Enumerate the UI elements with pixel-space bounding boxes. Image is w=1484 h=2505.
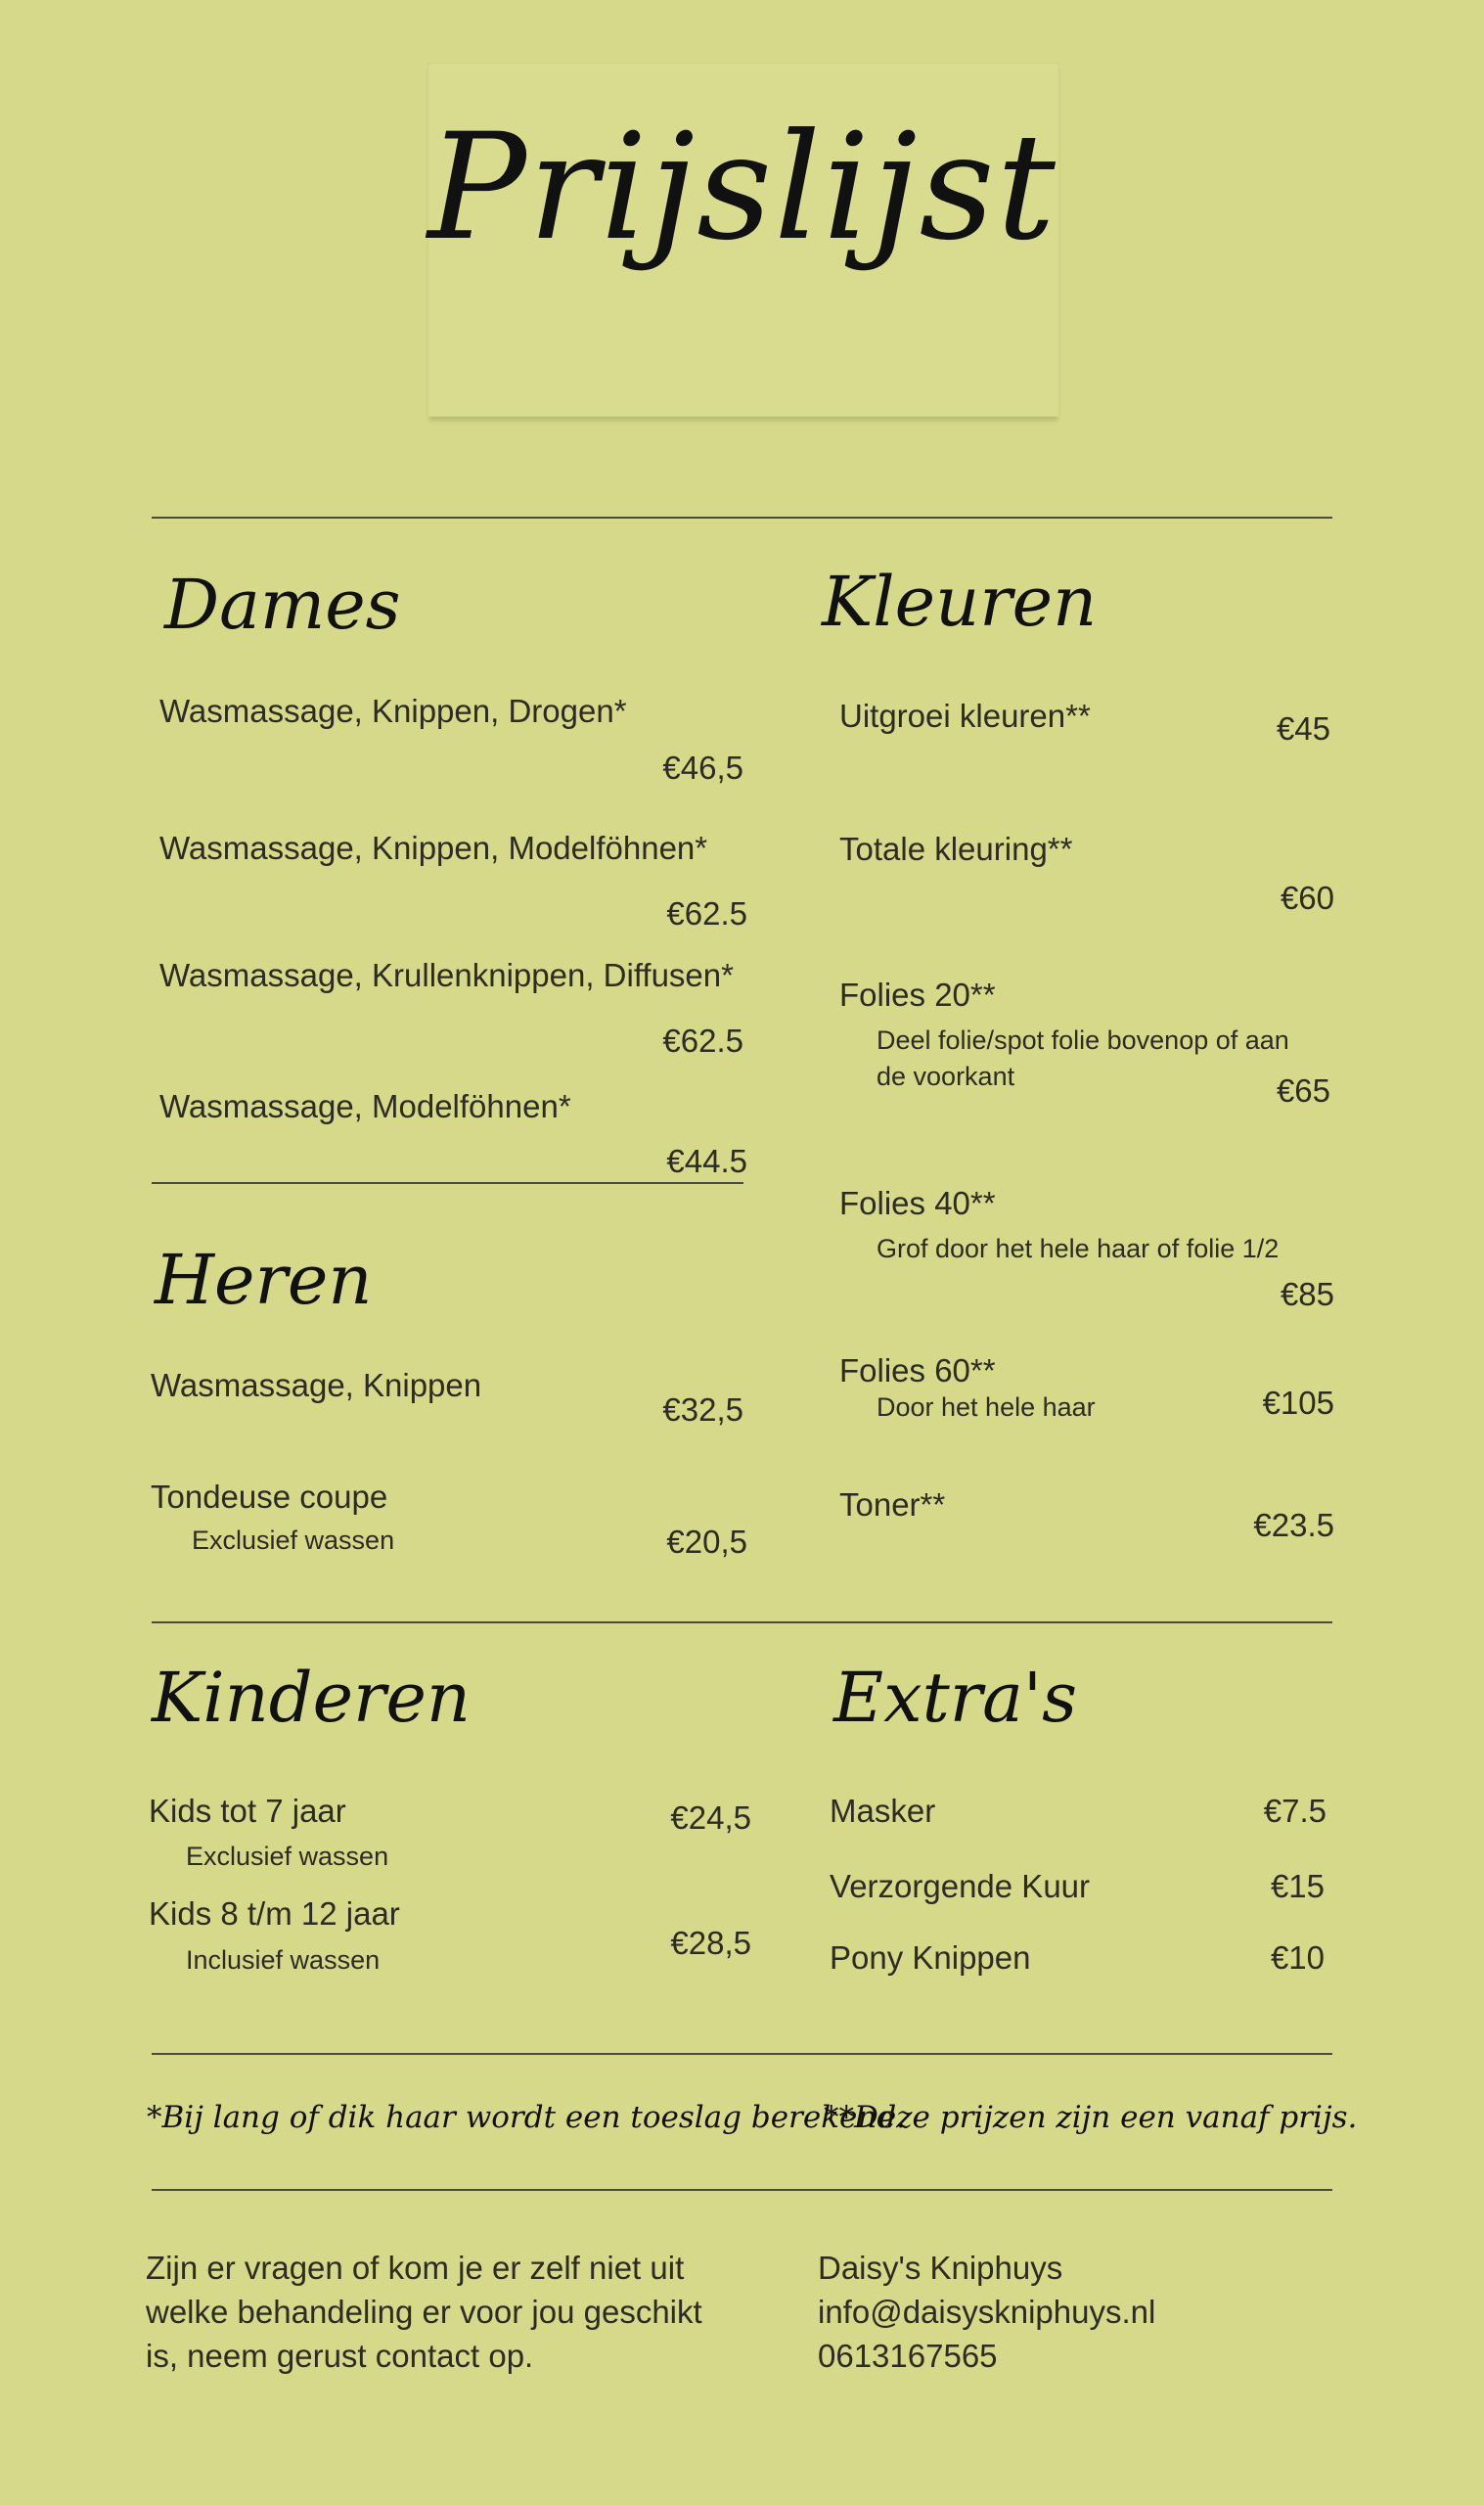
extras-item-1-name: Masker <box>830 1793 936 1829</box>
section-title-kleuren: Kleuren <box>822 562 1098 642</box>
section-title-extras: Extra's <box>833 1658 1078 1738</box>
kinderen-item-2-name: Kids 8 t/m 12 jaar <box>149 1895 400 1932</box>
kleuren-item-3-name: Folies 20** <box>839 977 996 1013</box>
kinderen-item-1-name: Kids tot 7 jaar <box>149 1793 346 1829</box>
contact-phone-link[interactable]: 0613167565 <box>818 2338 998 2374</box>
kinderen-item-2-price: €28,5 <box>670 1925 751 1961</box>
divider-dames <box>152 1182 743 1184</box>
kleuren-item-4-sub: Grof door het hele haar of folie 1/2 <box>877 1234 1280 1263</box>
section-title-kinderen: Kinderen <box>152 1658 471 1738</box>
page-title: Prijslijst <box>427 103 1057 273</box>
kleuren-item-4-name: Folies 40** <box>839 1185 996 1221</box>
divider-top <box>152 517 1332 519</box>
kleuren-item-1-name: Uitgroei kleuren** <box>839 698 1091 734</box>
dames-item-3-price: €62.5 <box>662 1023 743 1059</box>
contact-email-link[interactable]: info@daisyskniphuys.nl <box>818 2294 1156 2330</box>
divider-notes-bottom <box>152 2189 1332 2191</box>
divider-middle <box>152 1621 1332 1623</box>
kinderen-item-1-price: €24,5 <box>670 1799 751 1836</box>
kleuren-item-3-price: €65 <box>1276 1072 1330 1109</box>
kleuren-item-5-name: Folies 60** <box>839 1352 996 1389</box>
extras-item-3-name: Pony Knippen <box>830 1939 1031 1976</box>
kleuren-item-6-price: €23.5 <box>1253 1507 1334 1543</box>
kleuren-item-3-sub2: de voorkant <box>877 1062 1015 1091</box>
divider-notes-top <box>152 2053 1332 2055</box>
kleuren-item-1-price: €45 <box>1276 710 1330 747</box>
note-double-asterisk: **Deze prijzen zijn een vanaf prijs. <box>824 2100 1358 2135</box>
heren-item-1-price: €32,5 <box>662 1391 743 1428</box>
section-title-dames: Dames <box>164 565 401 645</box>
extras-item-2-name: Verzorgende Kuur <box>830 1868 1091 1904</box>
heren-item-2-sub: Exclusief wassen <box>192 1526 395 1555</box>
dames-item-1-price: €46,5 <box>662 750 743 786</box>
section-title-heren: Heren <box>155 1240 373 1320</box>
kleuren-item-5-sub: Door het hele haar <box>877 1392 1096 1422</box>
contact-text-line-1: Zijn er vragen of kom je er zelf niet uit <box>146 2250 685 2286</box>
contact-business-name: Daisy's Kniphuys <box>818 2250 1063 2286</box>
kleuren-item-2-name: Totale kleuring** <box>839 831 1073 867</box>
kinderen-item-1-sub: Exclusief wassen <box>186 1842 389 1871</box>
kleuren-item-3-sub: Deel folie/spot folie bovenop of aan <box>877 1025 1289 1055</box>
kleuren-item-5-price: €105 <box>1262 1385 1334 1421</box>
heren-item-2-name: Tondeuse coupe <box>151 1479 388 1515</box>
dames-item-4-price: €44.5 <box>666 1143 747 1179</box>
dames-item-4-name: Wasmassage, Modelföhnen* <box>159 1088 571 1124</box>
dames-item-2-name: Wasmassage, Knippen, Modelföhnen* <box>159 830 708 866</box>
dames-item-3-name: Wasmassage, Krullenknippen, Diffusen* <box>159 957 734 993</box>
kleuren-item-4-price: €85 <box>1280 1276 1334 1312</box>
contact-text-line-2: welke behandeling er voor jou geschikt <box>146 2294 702 2330</box>
note-single-asterisk: *Bij lang of dik haar wordt een toeslag berekend. <box>147 2100 907 2135</box>
kinderen-item-2-sub: Inclusief wassen <box>186 1945 381 1975</box>
extras-item-1-price: €7.5 <box>1263 1793 1327 1829</box>
kleuren-item-6-name: Toner** <box>839 1486 946 1523</box>
kleuren-item-2-price: €60 <box>1280 880 1334 916</box>
extras-item-3-price: €10 <box>1270 1939 1325 1976</box>
contact-text-line-3: is, neem gerust contact op. <box>146 2338 534 2374</box>
extras-item-2-price: €15 <box>1270 1868 1325 1904</box>
heren-item-2-price: €20,5 <box>666 1524 747 1560</box>
heren-item-1-name: Wasmassage, Knippen <box>151 1367 482 1403</box>
dames-item-1-name: Wasmassage, Knippen, Drogen* <box>159 693 627 729</box>
dames-item-2-price: €62.5 <box>666 895 747 932</box>
